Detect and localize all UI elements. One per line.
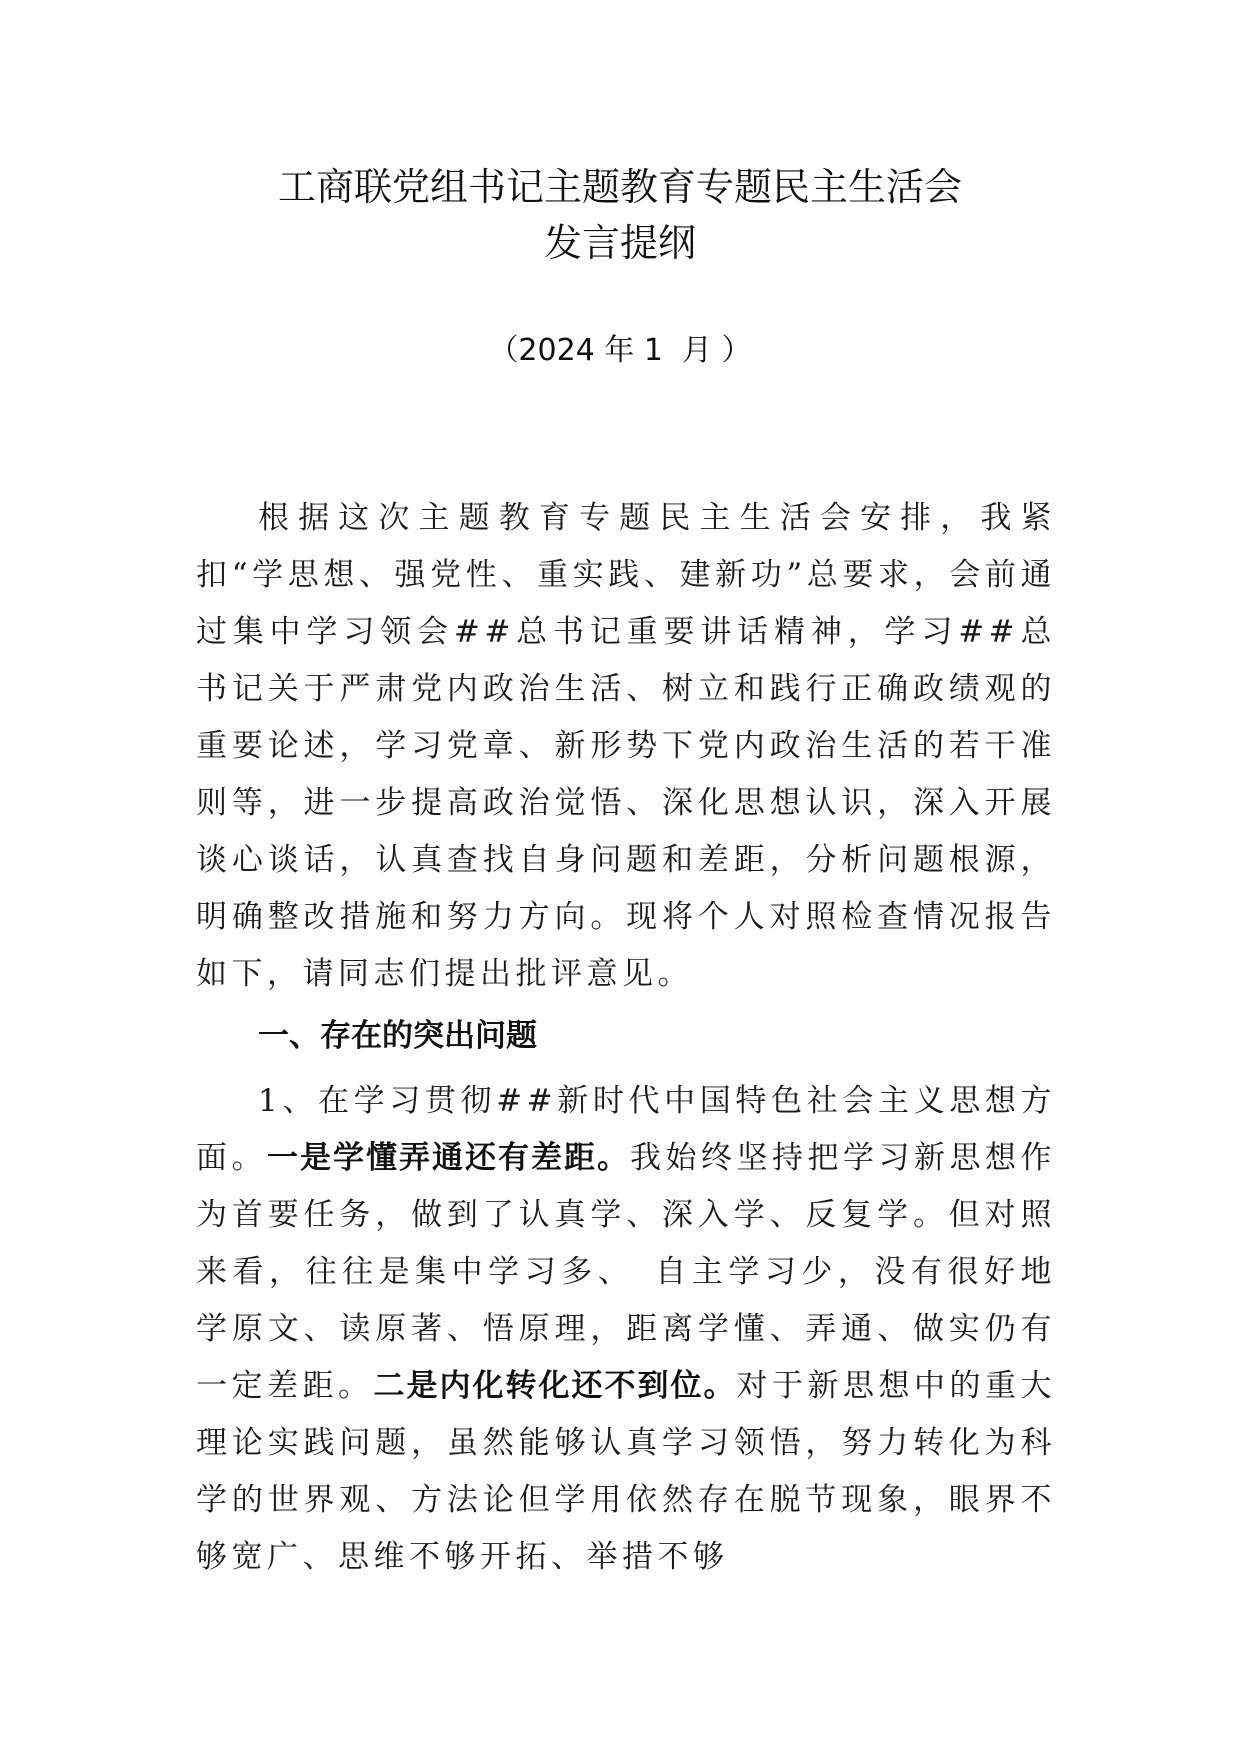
section-heading: 一、存在的突出问题 [258, 1018, 537, 1054]
document-date: （2024 年 1 月 ） [488, 333, 752, 368]
document-title-line1: 工商联党组书记主题教育专题民主生活会 [277, 165, 962, 209]
item-lead: 1、在学习贯彻##新时代中国特色社会主义思想方面。 [196, 1083, 1056, 1176]
intro-paragraph: 根据这次主题教育专题民主生活会安排，我紧扣“学思想、强党性、重实践、建新功”总要求，会前通过集中学习领会##总书记重要讲话精神，学习##总书记关于严肃党内政治生活、树立和践行正确政绩观的重要论述，学习党章、新形势下党内政治生活的若干准则等，进一步提高政治觉悟、深化思想认识，深入开展谈心谈话，认真查找自身问题和差距，分析问题根源，明确整改措施和努力方向。现将个人对照检查情况报告如下，请同志们提出批评意见。 [196, 500, 1056, 992]
point2-text: 对于新思想中的重大理论实践问题，虽然能够认真学习领悟，努力转化为科学的世界观、方法论但学用依然存在脱节现象，眼界不够宽广、思维不够开拓、举措不够 [196, 1368, 1056, 1575]
point1-text: 我始终坚持把学习新思想作为首要任务，做到了认真学、深入学、反复学。但对照来看，往往是集中学习多、 自主学习少，没有很好地学原文、读原著、悟原理，距离学懂、弄通、做实仍有一定差距。 [196, 1140, 1056, 1404]
point1-title: 一是学懂弄通还有差距。 [267, 1140, 630, 1176]
document-title-line2: 发言提纲 [543, 221, 696, 265]
point2-title: 二是内化转化还不到位。 [373, 1368, 737, 1404]
document-body [196, 490, 1056, 1586]
item-paragraph [196, 1073, 1056, 1586]
